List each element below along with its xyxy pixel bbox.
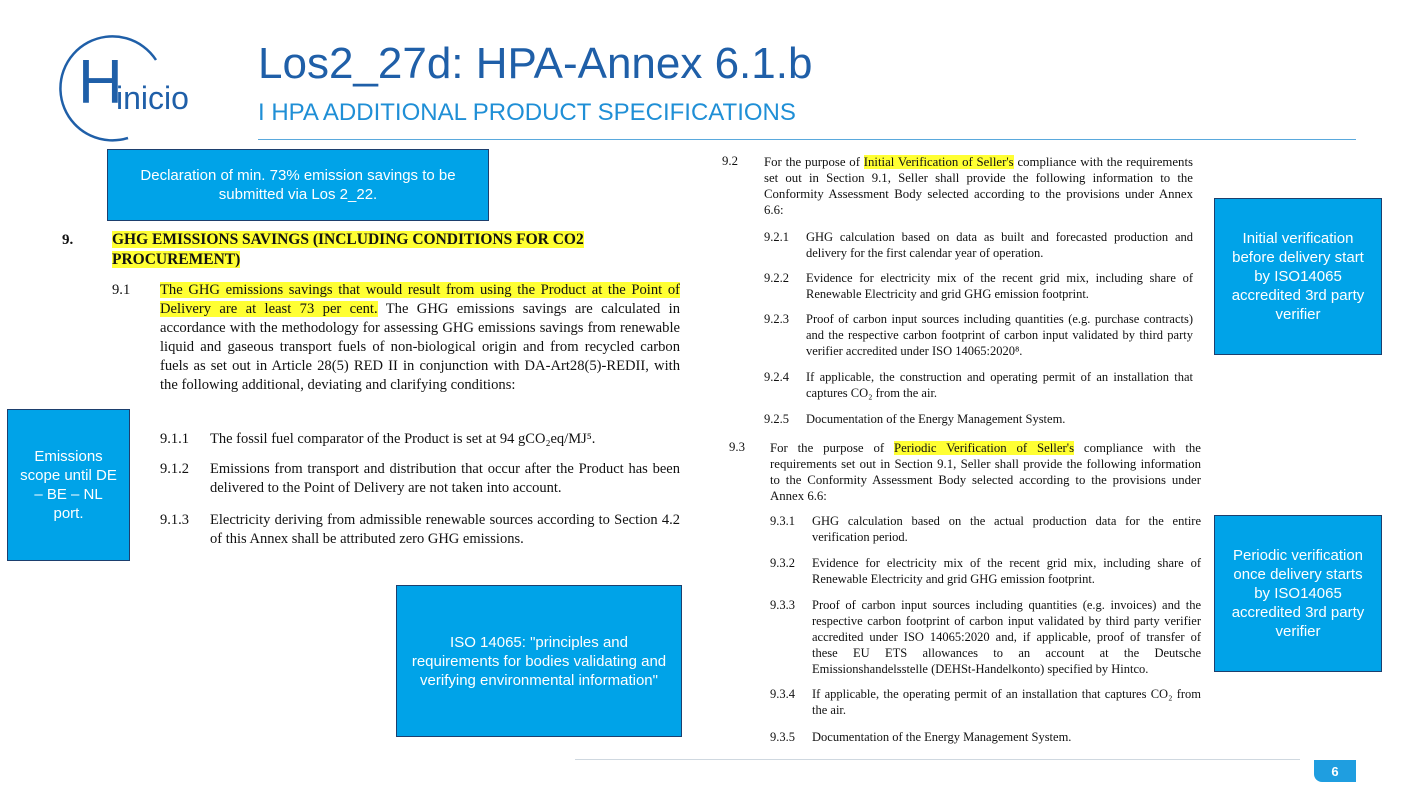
subclause-text: Evidence for electricity mix of the recent grid mix, including share of Renewable Electricity and grid GHG emission footprint. (812, 556, 1201, 586)
callout-text: Initial verification before delivery start by ISO14065 accredited 3rd party verifier (1231, 230, 1365, 323)
callout-text: Emissions scope until DE – BE – NL port. (20, 448, 117, 522)
callout-periodic-verification (1214, 515, 1382, 672)
subclause-9-1-3 (160, 511, 680, 551)
paragraph-9-3 (770, 440, 1201, 504)
page-title: Los2_27d: HPA-Annex 6.1.b (258, 39, 813, 88)
paragraph-text: compliance with the requirements set out in Section 9.1, Seller shall provide the following information to the Conformity Assessment Body selected according to the provisions under Annex 6.6: (764, 155, 1193, 217)
paragraph-9-1 (160, 281, 680, 395)
subclause-number: 9.3.1 (770, 514, 795, 528)
callout-text: Periodic verification once delivery starts by ISO14065 accredited 3rd party verifier (1231, 547, 1365, 640)
paragraph-number: 9.3 (729, 440, 745, 454)
callout-emissions-scope (7, 409, 130, 561)
subclause-number: 9.3.3 (770, 598, 795, 612)
paragraph-highlight: The GHG emissions savings that would result from using the Product at the Point of Delivery are at least 73 per cent. (160, 282, 680, 317)
subclause-number: 9.2.1 (764, 230, 789, 244)
subclause-text: The fossil fuel comparator of the Product is set at 94 gCO₂eq/MJ⁵. (210, 431, 596, 447)
subclause-9-3-4 (770, 686, 1201, 718)
subclause-9-2-1 (764, 229, 1193, 261)
subclause-number: 9.1.1 (160, 431, 189, 447)
callout-declaration (107, 149, 489, 221)
subclause-text: GHG calculation based on the actual production data for the entire verification period. (812, 514, 1201, 544)
subclause-number: 9.3.5 (770, 730, 795, 744)
subclause-number: 9.1.3 (160, 512, 189, 528)
subclause-number: 9.2.4 (764, 370, 789, 384)
subclause-number: 9.1.2 (160, 461, 189, 477)
subclause-9-2-2 (764, 270, 1193, 302)
subclause-number: 9.3.2 (770, 556, 795, 570)
paragraph-number: 9.2 (722, 154, 738, 168)
paragraph-text: The GHG emissions savings are calculated in accordance with the methodology for assessing GHG emissions savings from renewable liquid and gaseous transport fuels of non-biological origin and from recycled carbon fuels as set out in Article 28(5) RED II in conjunction with DA-Art28(5)-REDII, with the following additional, deviating and clarifying conditions: (160, 301, 680, 393)
subclause-text: Documentation of the Energy Management System. (806, 412, 1066, 426)
footer-divider (575, 759, 1300, 760)
subclause-9-2-5 (764, 411, 1193, 427)
logo-wordmark: inicio (116, 80, 189, 116)
hinicio-logo (48, 34, 238, 144)
subclause-text: Proof of carbon input sources including quantities (e.g. purchase contracts) and the respective carbon footprint of carbon input validated by third party verifier accredited under ISO 14065:2020⁸. (806, 312, 1193, 358)
page-subtitle: I HPA ADDITIONAL PRODUCT SPECIFICATIONS (258, 99, 796, 126)
callout-text: ISO 14065: "principles and requirements for bodies validating and verifying environmental information" (411, 633, 667, 689)
subclause-number: 9.2.3 (764, 312, 789, 326)
subclause-number: 9.3.4 (770, 687, 795, 701)
section-title-text: GHG EMISSIONS SAVINGS (INCLUDING CONDITIONS FOR CO2 PROCUREMENT) (112, 231, 584, 268)
subclause-text: If applicable, the operating permit of an installation that captures CO₂ from the air. (812, 687, 1201, 717)
subclause-9-1-1 (160, 430, 680, 450)
subclause-number: 9.2.2 (764, 271, 789, 285)
paragraph-text: For the purpose of (770, 441, 894, 455)
logo-letter: H (78, 48, 123, 117)
callout-initial-verification (1214, 198, 1382, 355)
subclause-text: If applicable, the construction and operating permit of an installation that captures CO₂ from the air. (806, 370, 1193, 400)
paragraph-number: 9.1 (112, 282, 131, 298)
subclause-9-3-5 (770, 729, 1201, 745)
paragraph-highlight: Periodic Verification of Seller's (893, 441, 1075, 455)
paragraph-9-2 (764, 154, 1193, 218)
subclause-text: Emissions from transport and distribution that occur after the Product has been delivered to the Point of Delivery are not taken into account. (210, 461, 680, 496)
subclause-text: Documentation of the Energy Management System. (812, 730, 1072, 744)
subclause-9-1-2 (160, 460, 680, 500)
page-number: 6 (1314, 760, 1356, 782)
subclause-text: Proof of carbon input sources including quantities (e.g. invoices) and the respective carbon footprint of carbon input validated by third party verifier accredited under ISO 14065:2020 and, if applicable, proof of transfer of these EU ETS allowances to an account at the Deutsche Emissionshandelsstelle (DEHSt-Handelkonto) specified by Hintco. (812, 598, 1201, 676)
subclause-number: 9.2.5 (764, 412, 789, 426)
paragraph-text: compliance with the requirements set out in Section 9.1, Seller shall provide the following information to the Conformity Assessment Body selected according to the provisions under Annex 6.6: (770, 441, 1201, 503)
subclause-text: Electricity deriving from admissible renewable sources according to Section 4.2 of this Annex shall be attributed zero GHG emissions. (210, 512, 680, 547)
header-divider (258, 139, 1356, 140)
paragraph-highlight: Initial Verification of Seller's (863, 155, 1014, 169)
subclause-9-2-3 (764, 311, 1193, 359)
section-title (112, 230, 682, 270)
subclause-9-3-2 (770, 555, 1201, 587)
subclause-9-3-1 (770, 513, 1201, 545)
section-number: 9. (62, 232, 74, 248)
callout-text: Declaration of min. 73% emission savings to be submitted via Los 2_22. (140, 167, 456, 203)
subclause-text: GHG calculation based on data as built and forecasted production and delivery for the first calendar year of operation. (806, 230, 1193, 260)
subclause-9-3-3 (770, 597, 1201, 677)
paragraph-text: For the purpose of (764, 155, 864, 169)
subclause-9-2-4 (764, 369, 1193, 401)
subclause-text: Evidence for electricity mix of the recent grid mix, including share of Renewable Electricity and grid GHG emission footprint. (806, 271, 1193, 301)
callout-iso-14065 (396, 585, 682, 737)
